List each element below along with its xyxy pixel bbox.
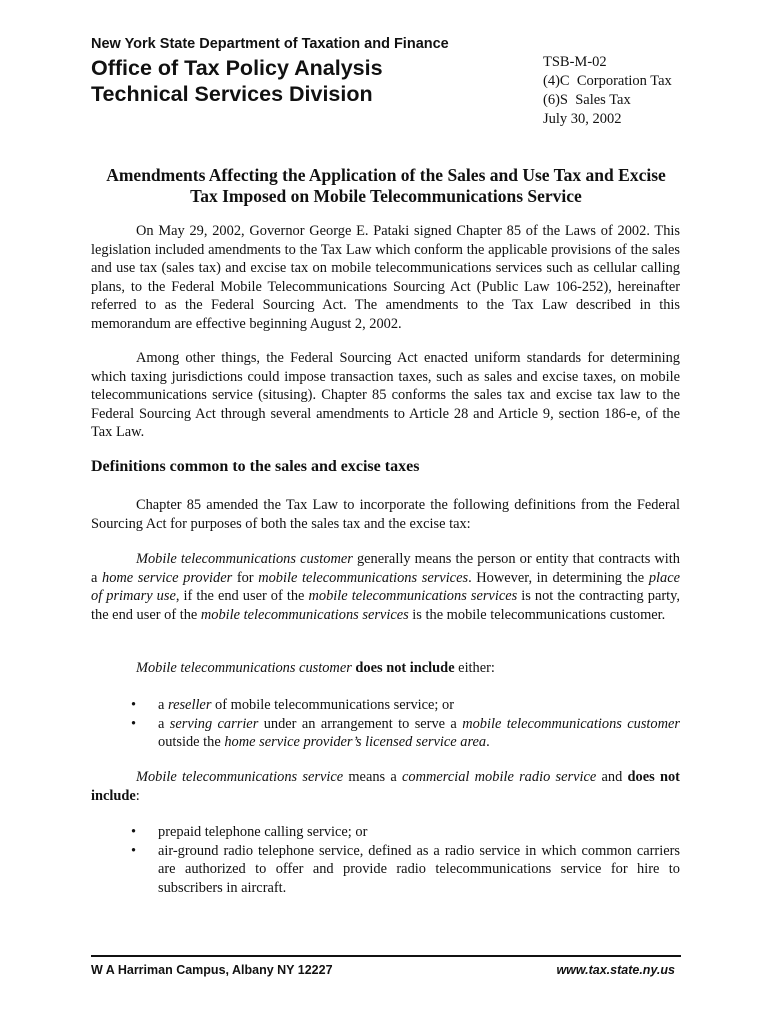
text-run: and xyxy=(596,769,628,785)
service-exclusion-list xyxy=(91,823,680,897)
term-place-of-primary-use: place of primary use xyxy=(91,569,680,604)
paragraph-service-definition xyxy=(91,768,680,805)
tsb-sales-tax: (6)S Sales Tax xyxy=(543,92,631,108)
document-title-line2: Tax Imposed on Mobile Telecommunications Service xyxy=(190,186,582,206)
term-mobile-telecom-customer: Mobile telecommunications customer xyxy=(136,660,352,676)
text-run: . However, in determining the xyxy=(468,569,649,586)
term-licensed-service-area: home service provider’s licensed service area xyxy=(224,734,487,750)
list-item xyxy=(91,696,680,715)
term-mobile-telecom-customer: mobile telecommunications customer xyxy=(462,715,681,732)
text-run: is not the contracting party, the end user of the xyxy=(91,588,680,623)
term-mobile-telecom-service: Mobile telecommunications service xyxy=(136,769,344,785)
bullet-icon: • xyxy=(131,697,137,713)
text-run: : xyxy=(135,787,140,804)
office-title-line2: Technical Services Division xyxy=(91,82,373,106)
tsb-corporation-tax: (4)C Corporation Tax xyxy=(543,73,672,89)
bullet-icon: • xyxy=(131,842,137,859)
text-run: under an arrangement to serve a xyxy=(258,715,463,732)
term-commercial-mobile-radio-service: commercial mobile radio service xyxy=(402,769,597,785)
text-run: outside the xyxy=(158,734,225,750)
term-mobile-telecom-services: mobile telecommunications services xyxy=(308,588,518,604)
text-run: , if the end user of the xyxy=(175,588,309,604)
bullet-icon: • xyxy=(131,715,137,732)
text-run: for xyxy=(232,569,259,586)
list-item xyxy=(91,842,680,898)
term-serving-carrier: serving carrier xyxy=(169,715,259,732)
text-run: either: xyxy=(454,660,495,676)
text-run: air-ground radio telephone service, defined as a radio service in which common carriers are authorized to offer and provide radio telecommunications service for hire to subscribers in aircraft. xyxy=(158,842,680,896)
footer-website-link[interactable]: www.tax.state.ny.us xyxy=(556,963,675,977)
customer-exclusion-list xyxy=(91,696,680,752)
paragraph-customer-exclusions xyxy=(91,659,680,678)
text-run: prepaid telephone calling service; or xyxy=(158,824,368,840)
footer-divider xyxy=(91,955,681,957)
emphasis-does-not-include: does not include xyxy=(91,769,680,804)
emphasis-does-not-include: does not include xyxy=(355,660,455,676)
text-run: is the mobile telecommunications customer. xyxy=(408,606,666,623)
term-mobile-telecom-services: mobile telecommunications services xyxy=(200,606,409,623)
list-item xyxy=(91,823,680,842)
tsb-block xyxy=(543,53,672,129)
agency-name: New York State Department of Taxation and Finance xyxy=(91,36,449,52)
text-run: . xyxy=(486,734,490,750)
term-mobile-telecom-customer: Mobile telecommunications customer xyxy=(136,551,353,567)
list-item xyxy=(91,715,680,752)
text-run: a xyxy=(158,715,170,732)
text-run: of mobile telecommunications service; or xyxy=(211,697,455,713)
footer-address: W A Harriman Campus, Albany NY 12227 xyxy=(91,963,333,977)
document-title xyxy=(91,165,681,207)
bullet-icon: • xyxy=(131,824,137,840)
term-mobile-telecom-services: mobile telecommunications services xyxy=(258,569,469,586)
paragraph-intro: On May 29, 2002, Governor George E. Pataki signed Chapter 85 of the Laws of 2002. This legislation included amendments to the Tax Law which conform the applicable provisions of the sales and use tax (sales tax) and excise tax on mobile telecommunications services such as cellular calling plans, to the Federal Mobile Telecommunications Sourcing Act (Public Law 106-252), hereinafter referred to as the Federal Sourcing Act. The amendments to the Tax Law described in this memorandum are effective beginning August 2, 2002. xyxy=(91,223,680,332)
section-heading-definitions: Definitions common to the sales and excise taxes xyxy=(91,458,420,475)
tsb-date: July 30, 2002 xyxy=(543,111,622,127)
paragraph-customer-definition xyxy=(91,550,680,624)
text-run: a xyxy=(158,697,168,713)
term-home-service-provider: home service provider xyxy=(102,569,233,586)
paragraph-definitions-intro: Chapter 85 amended the Tax Law to incorporate the following definitions from the Federal Sourcing Act for purposes of both the sales tax and the excise tax: xyxy=(91,497,680,532)
tsb-number: TSB-M-02 xyxy=(543,54,607,70)
office-title-line1: Office of Tax Policy Analysis xyxy=(91,56,383,80)
office-title xyxy=(91,55,383,107)
text-run: generally means the person or entity that contracts with a xyxy=(91,551,681,586)
document-title-line1: Amendments Affecting the Application of the Sales and Use Tax and Excise xyxy=(106,165,666,185)
term-reseller: reseller xyxy=(168,697,212,713)
text-run: means a xyxy=(343,769,403,785)
paragraph-sourcing-act: Among other things, the Federal Sourcing Act enacted uniform standards for determining which taxing jurisdictions could impose transaction taxes, such as sales and excise taxes, on mobile telecommunications service (situsing). Chapter 85 conforms the sales tax and excise tax law to the Federal Sourcing Act through several amendments to Article 28 and Article 9, section 186-e, of the Tax Law. xyxy=(91,350,680,440)
